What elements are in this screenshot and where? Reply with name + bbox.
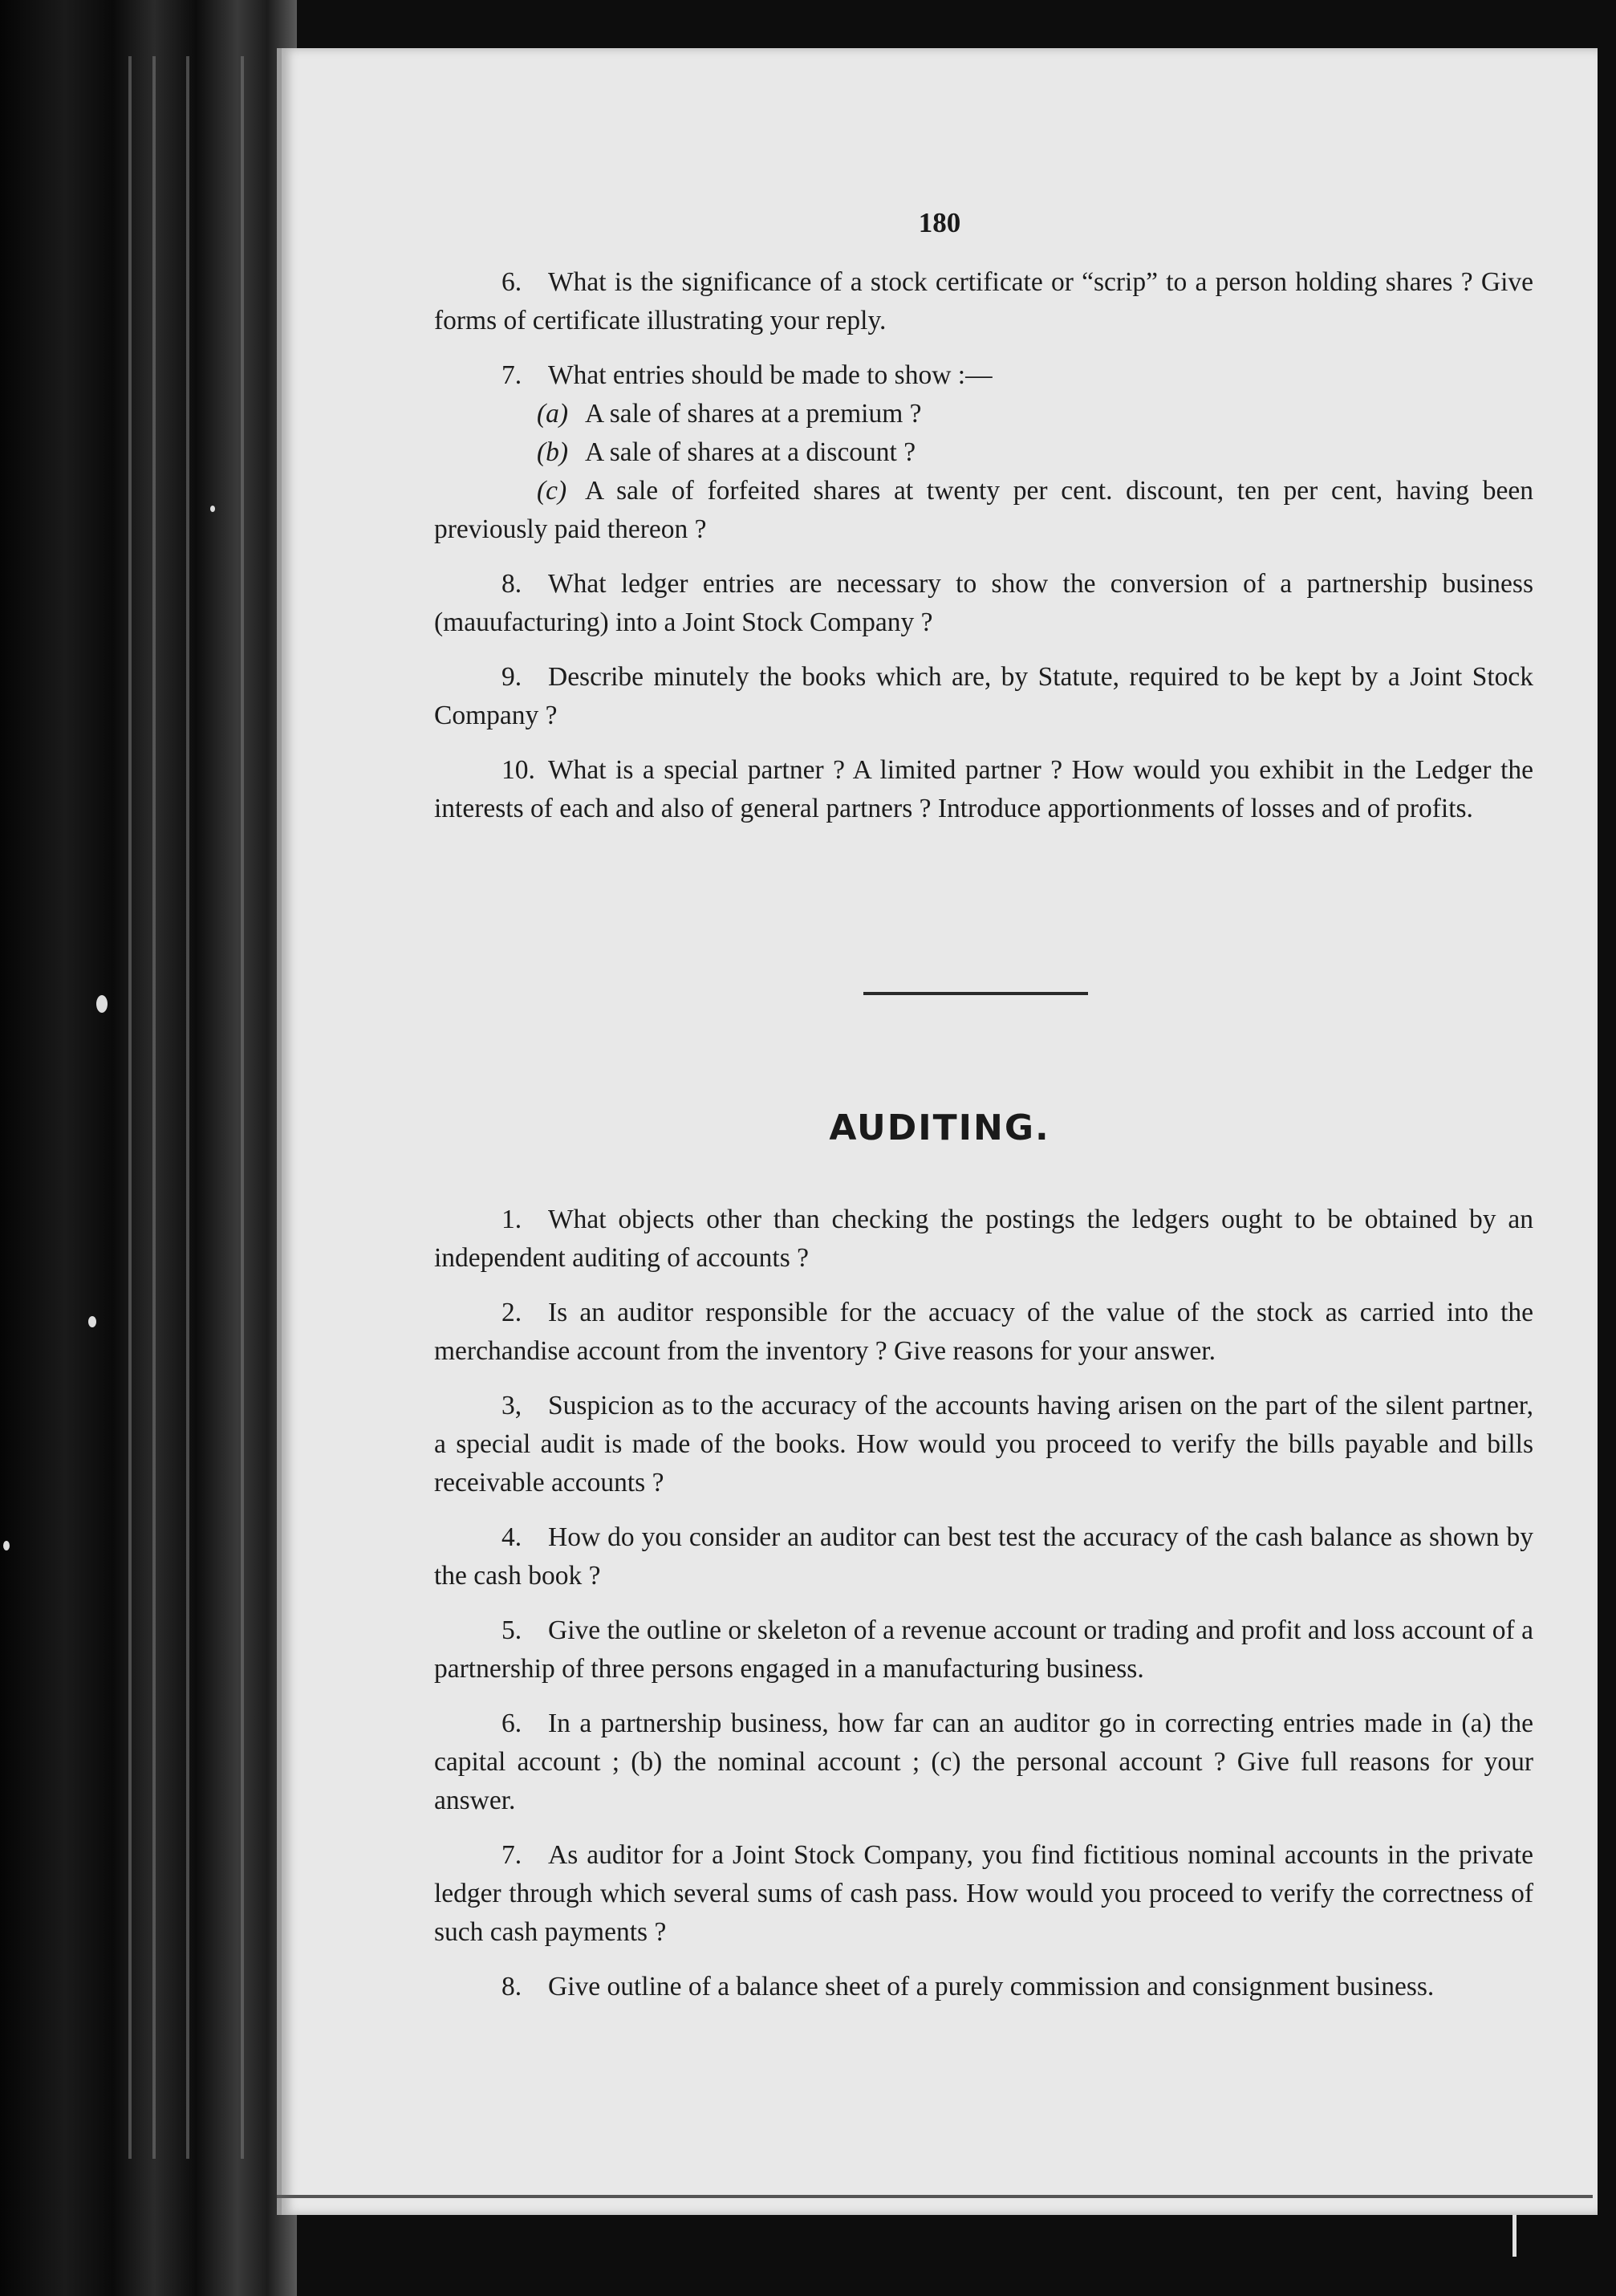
question-10: [434, 751, 1533, 828]
question-number: 1.: [501, 1205, 522, 1234]
section-heading: AUDITING.: [829, 1107, 1050, 1148]
questions-top: [434, 263, 1533, 844]
question-text: Is an auditor responsible for the accuacy of the value of the stock as carried into the merchandise account from the inventory ? Give reasons for your answer.: [434, 1298, 1533, 1366]
section-divider-rule: [863, 992, 1088, 995]
sub-item-label: (b): [537, 437, 569, 467]
question-6: [434, 263, 1533, 340]
question-number: 5.: [501, 1615, 522, 1645]
question-9: [434, 658, 1533, 735]
question-text: Suspicion as to the accuracy of the accounts having arisen on the part of the silent partner, a special audit is made of the books. How would you proceed to verify the bills payable and bills receivable accounts ?: [434, 1391, 1533, 1497]
scan-speck: [88, 1316, 96, 1327]
sub-item-label: (c): [537, 476, 567, 506]
scan-mark: [1512, 2215, 1517, 2257]
question-text: In a partnership business, how far can an auditor go in correcting entries made in (a) the capital account ; (b) the nominal account ; (c) the personal account ? Give full reasons for your answer.: [434, 1709, 1533, 1815]
auditing-question-3: [434, 1387, 1533, 1502]
question-text: What is a special partner ? A limited partner ? How would you exhibit in the Ledger the interests of each and also of general partners ? Introduce apportionments of losses and of profits.: [434, 755, 1533, 823]
question-number: 6.: [501, 267, 522, 297]
gutter-line: [128, 56, 132, 2159]
question-text: What is the significance of a stock certificate or “scrip” to a person holding shares ? Give forms of certificate illustrating your reply.: [434, 267, 1533, 335]
question-number: 8.: [501, 569, 522, 599]
scan-speck: [210, 506, 215, 512]
sub-item-a: [434, 395, 1533, 433]
question-text: What objects other than checking the postings the ledgers ought to be obtained by an independent auditing of accounts ?: [434, 1205, 1533, 1273]
sub-item-label: (a): [537, 399, 569, 429]
question-number: 4.: [501, 1522, 522, 1552]
sub-item-b: [434, 433, 1533, 472]
sub-item-text: A sale of forfeited shares at twenty per cent. discount, ten per cent, having been previously paid thereon ?: [434, 476, 1533, 544]
question-text: Give the outline or skeleton of a revenue account or trading and profit and loss account of a partnership of three persons engaged in a manufacturing business.: [434, 1615, 1533, 1684]
auditing-question-4: [434, 1518, 1533, 1595]
scan-speck: [3, 1541, 10, 1550]
question-number: 9.: [501, 662, 522, 692]
page-number: 180: [918, 207, 961, 238]
question-text: Give outline of a balance sheet of a purely commission and consignment business.: [548, 1972, 1435, 2001]
question-text: How do you consider an auditor can best test the accuracy of the cash balance as shown by the cash book ?: [434, 1522, 1533, 1591]
auditing-question-7: [434, 1836, 1533, 1952]
question-number: 2.: [501, 1298, 522, 1327]
question-number: 7.: [501, 360, 522, 390]
question-number: 8.: [501, 1972, 522, 2001]
gutter-line: [241, 56, 244, 2159]
gutter-line: [186, 56, 189, 2159]
page-bottom-edge: [277, 2195, 1593, 2198]
question-text: As auditor for a Joint Stock Company, you find fictitious nominal accounts in the private ledger through which several sums of cash pass. How would you proceed to verify the correctness of such cash payments ?: [434, 1840, 1533, 1947]
question-7: [434, 356, 1533, 395]
book-binding-gutter: [0, 0, 297, 2296]
scan-speck: [96, 995, 108, 1013]
gutter-line: [152, 56, 156, 2159]
question-number: 6.: [501, 1709, 522, 1738]
question-8: [434, 565, 1533, 642]
sub-item-text: A sale of shares at a premium ?: [585, 399, 922, 429]
scanned-page: [277, 48, 1598, 2215]
questions-auditing: [434, 1201, 1533, 2022]
question-text: What entries should be made to show :—: [548, 360, 993, 390]
sub-item-c: [434, 472, 1533, 549]
auditing-question-5: [434, 1611, 1533, 1688]
question-number: 3,: [501, 1391, 522, 1420]
auditing-question-8: [434, 1968, 1533, 2006]
auditing-question-6: [434, 1705, 1533, 1820]
auditing-question-2: [434, 1294, 1533, 1371]
question-text: Describe minutely the books which are, by Statute, required to be kept by a Joint Stock Company ?: [434, 662, 1533, 730]
question-text: What ledger entries are necessary to show the conversion of a partnership business (mauufacturing) into a Joint Stock Company ?: [434, 569, 1533, 637]
question-number: 10.: [501, 755, 535, 785]
auditing-question-1: [434, 1201, 1533, 1278]
sub-item-text: A sale of shares at a discount ?: [585, 437, 916, 467]
question-number: 7.: [501, 1840, 522, 1870]
